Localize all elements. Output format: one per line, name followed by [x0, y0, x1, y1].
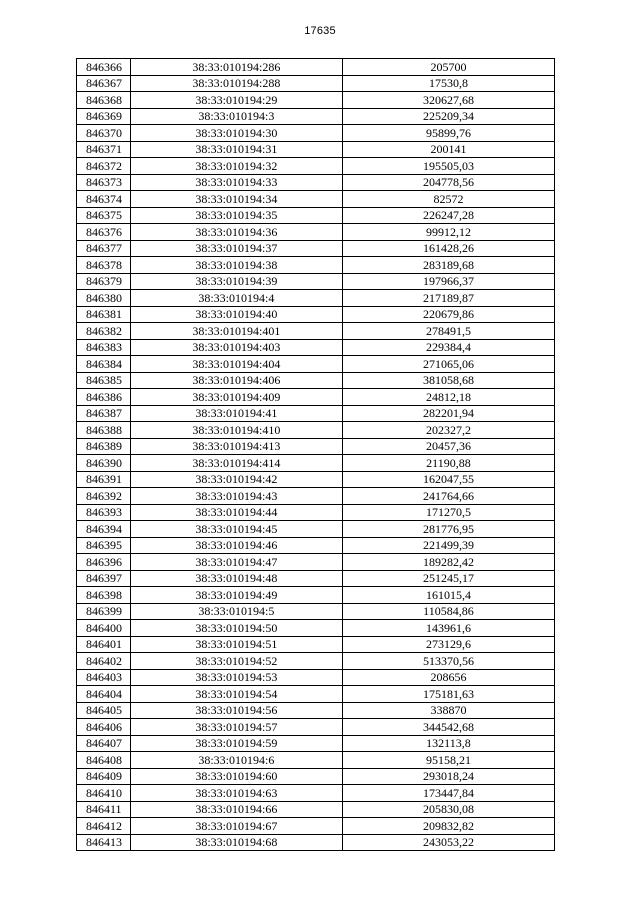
row-number-cell: 846409 [77, 768, 131, 785]
value-cell: 344542,68 [342, 719, 554, 736]
row-number-cell: 846411 [77, 801, 131, 818]
row-number-cell: 846406 [77, 719, 131, 736]
table-row [77, 471, 555, 488]
cadastral-number-cell: 38:33:010194:413 [130, 438, 342, 455]
cadastral-number-cell: 38:33:010194:288 [130, 75, 342, 92]
row-number-cell: 846387 [77, 405, 131, 422]
value-cell: 173447,84 [342, 785, 554, 802]
value-cell: 24812,18 [342, 389, 554, 406]
value-cell: 513370,56 [342, 653, 554, 670]
row-number-cell: 846403 [77, 669, 131, 686]
value-cell: 95158,21 [342, 752, 554, 769]
row-number-cell: 846398 [77, 587, 131, 604]
row-number-cell: 846399 [77, 603, 131, 620]
cadastral-number-cell: 38:33:010194:41 [130, 405, 342, 422]
table-row [77, 372, 555, 389]
table-row [77, 521, 555, 538]
row-number-cell: 846374 [77, 191, 131, 208]
row-number-cell: 846404 [77, 686, 131, 703]
row-number-cell: 846394 [77, 521, 131, 538]
table-row [77, 257, 555, 274]
row-number-cell: 846389 [77, 438, 131, 455]
table-row [77, 405, 555, 422]
value-cell: 204778,56 [342, 174, 554, 191]
value-cell: 171270,5 [342, 504, 554, 521]
cadastral-number-cell: 38:33:010194:33 [130, 174, 342, 191]
row-number-cell: 846391 [77, 471, 131, 488]
cadastral-number-cell: 38:33:010194:31 [130, 141, 342, 158]
cadastral-number-cell: 38:33:010194:56 [130, 702, 342, 719]
row-number-cell: 846379 [77, 273, 131, 290]
value-cell: 197966,37 [342, 273, 554, 290]
row-number-cell: 846390 [77, 455, 131, 472]
cadastral-number-cell: 38:33:010194:49 [130, 587, 342, 604]
table-row [77, 669, 555, 686]
table-row [77, 834, 555, 851]
value-cell: 200141 [342, 141, 554, 158]
table-row [77, 768, 555, 785]
value-cell: 226247,28 [342, 207, 554, 224]
table-row [77, 488, 555, 505]
row-number-cell: 846382 [77, 323, 131, 340]
row-number-cell: 846373 [77, 174, 131, 191]
table-row [77, 785, 555, 802]
row-number-cell: 846395 [77, 537, 131, 554]
table-row [77, 455, 555, 472]
cadastral-number-cell: 38:33:010194:47 [130, 554, 342, 571]
row-number-cell: 846405 [77, 702, 131, 719]
page-number: 17635 [304, 25, 336, 37]
table-row [77, 554, 555, 571]
cadastral-number-cell: 38:33:010194:68 [130, 834, 342, 851]
cadastral-number-cell: 38:33:010194:403 [130, 339, 342, 356]
row-number-cell: 846372 [77, 158, 131, 175]
table-row [77, 504, 555, 521]
value-cell: 110584,86 [342, 603, 554, 620]
value-cell: 281776,95 [342, 521, 554, 538]
cadastral-number-cell: 38:33:010194:35 [130, 207, 342, 224]
value-cell: 278491,5 [342, 323, 554, 340]
row-number-cell: 846388 [77, 422, 131, 439]
table-row [77, 306, 555, 323]
value-cell: 162047,55 [342, 471, 554, 488]
value-cell: 225209,34 [342, 108, 554, 125]
value-cell: 229384,4 [342, 339, 554, 356]
cadastral-number-cell: 38:33:010194:53 [130, 669, 342, 686]
value-cell: 208656 [342, 669, 554, 686]
table-row [77, 323, 555, 340]
value-cell: 17530,8 [342, 75, 554, 92]
table-row [77, 125, 555, 142]
row-number-cell: 846393 [77, 504, 131, 521]
cadastral-number-cell: 38:33:010194:29 [130, 92, 342, 109]
table-row [77, 75, 555, 92]
row-number-cell: 846370 [77, 125, 131, 142]
cadastral-number-cell: 38:33:010194:6 [130, 752, 342, 769]
row-number-cell: 846396 [77, 554, 131, 571]
table-row [77, 240, 555, 257]
table-row [77, 719, 555, 736]
cadastral-number-cell: 38:33:010194:409 [130, 389, 342, 406]
cadastral-number-cell: 38:33:010194:286 [130, 59, 342, 76]
cadastral-number-cell: 38:33:010194:406 [130, 372, 342, 389]
table-row [77, 356, 555, 373]
table-row [77, 570, 555, 587]
cadastral-number-cell: 38:33:010194:51 [130, 636, 342, 653]
row-number-cell: 846381 [77, 306, 131, 323]
row-number-cell: 846380 [77, 290, 131, 307]
table-row [77, 207, 555, 224]
cadastral-number-cell: 38:33:010194:40 [130, 306, 342, 323]
table-row [77, 92, 555, 109]
table-row [77, 752, 555, 769]
cadastral-number-cell: 38:33:010194:401 [130, 323, 342, 340]
table-row [77, 603, 555, 620]
cadastral-number-cell: 38:33:010194:66 [130, 801, 342, 818]
value-cell: 143961,6 [342, 620, 554, 637]
value-cell: 202327,2 [342, 422, 554, 439]
cadastral-number-cell: 38:33:010194:410 [130, 422, 342, 439]
value-cell: 320627,68 [342, 92, 554, 109]
row-number-cell: 846392 [77, 488, 131, 505]
row-number-cell: 846367 [77, 75, 131, 92]
table-row [77, 191, 555, 208]
table-row [77, 818, 555, 835]
cadastral-number-cell: 38:33:010194:43 [130, 488, 342, 505]
table-row [77, 290, 555, 307]
table-row [77, 108, 555, 125]
value-cell: 132113,8 [342, 735, 554, 752]
cadastral-number-cell: 38:33:010194:48 [130, 570, 342, 587]
cadastral-number-cell: 38:33:010194:4 [130, 290, 342, 307]
row-number-cell: 846410 [77, 785, 131, 802]
cadastral-number-cell: 38:33:010194:57 [130, 719, 342, 736]
cadastral-number-cell: 38:33:010194:44 [130, 504, 342, 521]
value-cell: 241764,66 [342, 488, 554, 505]
cadastral-number-cell: 38:33:010194:45 [130, 521, 342, 538]
value-cell: 209832,82 [342, 818, 554, 835]
value-cell: 243053,22 [342, 834, 554, 851]
table-row [77, 174, 555, 191]
table-row [77, 702, 555, 719]
cadastral-number-cell: 38:33:010194:54 [130, 686, 342, 703]
value-cell: 271065,06 [342, 356, 554, 373]
table-row [77, 158, 555, 175]
row-number-cell: 846385 [77, 372, 131, 389]
cadastral-number-cell: 38:33:010194:404 [130, 356, 342, 373]
row-number-cell: 846412 [77, 818, 131, 835]
row-number-cell: 846383 [77, 339, 131, 356]
value-cell: 293018,24 [342, 768, 554, 785]
row-number-cell: 846366 [77, 59, 131, 76]
value-cell: 282201,94 [342, 405, 554, 422]
row-number-cell: 846384 [77, 356, 131, 373]
cadastral-number-cell: 38:33:010194:414 [130, 455, 342, 472]
cadastral-number-cell: 38:33:010194:67 [130, 818, 342, 835]
table-row [77, 653, 555, 670]
cadastral-number-cell: 38:33:010194:52 [130, 653, 342, 670]
table-row [77, 735, 555, 752]
value-cell: 283189,68 [342, 257, 554, 274]
table-row [77, 224, 555, 241]
cadastral-number-cell: 38:33:010194:42 [130, 471, 342, 488]
row-number-cell: 846386 [77, 389, 131, 406]
row-number-cell: 846377 [77, 240, 131, 257]
value-cell: 338870 [342, 702, 554, 719]
table-row [77, 438, 555, 455]
cadastral-value-table [76, 58, 555, 851]
value-cell: 221499,39 [342, 537, 554, 554]
cadastral-number-cell: 38:33:010194:59 [130, 735, 342, 752]
value-cell: 21190,88 [342, 455, 554, 472]
row-number-cell: 846378 [77, 257, 131, 274]
cadastral-number-cell: 38:33:010194:34 [130, 191, 342, 208]
table-row [77, 422, 555, 439]
value-cell: 189282,42 [342, 554, 554, 571]
cadastral-number-cell: 38:33:010194:36 [130, 224, 342, 241]
row-number-cell: 846375 [77, 207, 131, 224]
cadastral-number-cell: 38:33:010194:39 [130, 273, 342, 290]
table-row [77, 801, 555, 818]
cadastral-number-cell: 38:33:010194:30 [130, 125, 342, 142]
value-cell: 273129,6 [342, 636, 554, 653]
row-number-cell: 846413 [77, 834, 131, 851]
value-cell: 161428,26 [342, 240, 554, 257]
cadastral-number-cell: 38:33:010194:5 [130, 603, 342, 620]
table-row [77, 59, 555, 76]
value-cell: 251245,17 [342, 570, 554, 587]
table-row [77, 620, 555, 637]
row-number-cell: 846407 [77, 735, 131, 752]
cadastral-number-cell: 38:33:010194:32 [130, 158, 342, 175]
value-cell: 175181,63 [342, 686, 554, 703]
value-cell: 82572 [342, 191, 554, 208]
cadastral-number-cell: 38:33:010194:3 [130, 108, 342, 125]
value-cell: 205700 [342, 59, 554, 76]
table-row [77, 339, 555, 356]
row-number-cell: 846371 [77, 141, 131, 158]
value-cell: 205830,08 [342, 801, 554, 818]
row-number-cell: 846397 [77, 570, 131, 587]
cadastral-number-cell: 38:33:010194:37 [130, 240, 342, 257]
row-number-cell: 846376 [77, 224, 131, 241]
table-row [77, 273, 555, 290]
table-row [77, 686, 555, 703]
row-number-cell: 846368 [77, 92, 131, 109]
table-body [77, 59, 555, 851]
value-cell: 381058,68 [342, 372, 554, 389]
row-number-cell: 846402 [77, 653, 131, 670]
table-row [77, 636, 555, 653]
row-number-cell: 846408 [77, 752, 131, 769]
value-cell: 195505,03 [342, 158, 554, 175]
cadastral-number-cell: 38:33:010194:60 [130, 768, 342, 785]
table-row [77, 141, 555, 158]
value-cell: 161015,4 [342, 587, 554, 604]
table-row [77, 389, 555, 406]
row-number-cell: 846401 [77, 636, 131, 653]
value-cell: 95899,76 [342, 125, 554, 142]
cadastral-number-cell: 38:33:010194:46 [130, 537, 342, 554]
cadastral-number-cell: 38:33:010194:63 [130, 785, 342, 802]
table-row [77, 537, 555, 554]
value-cell: 20457,36 [342, 438, 554, 455]
cadastral-number-cell: 38:33:010194:38 [130, 257, 342, 274]
cadastral-number-cell: 38:33:010194:50 [130, 620, 342, 637]
table-row [77, 587, 555, 604]
row-number-cell: 846369 [77, 108, 131, 125]
value-cell: 220679,86 [342, 306, 554, 323]
value-cell: 217189,87 [342, 290, 554, 307]
value-cell: 99912,12 [342, 224, 554, 241]
row-number-cell: 846400 [77, 620, 131, 637]
